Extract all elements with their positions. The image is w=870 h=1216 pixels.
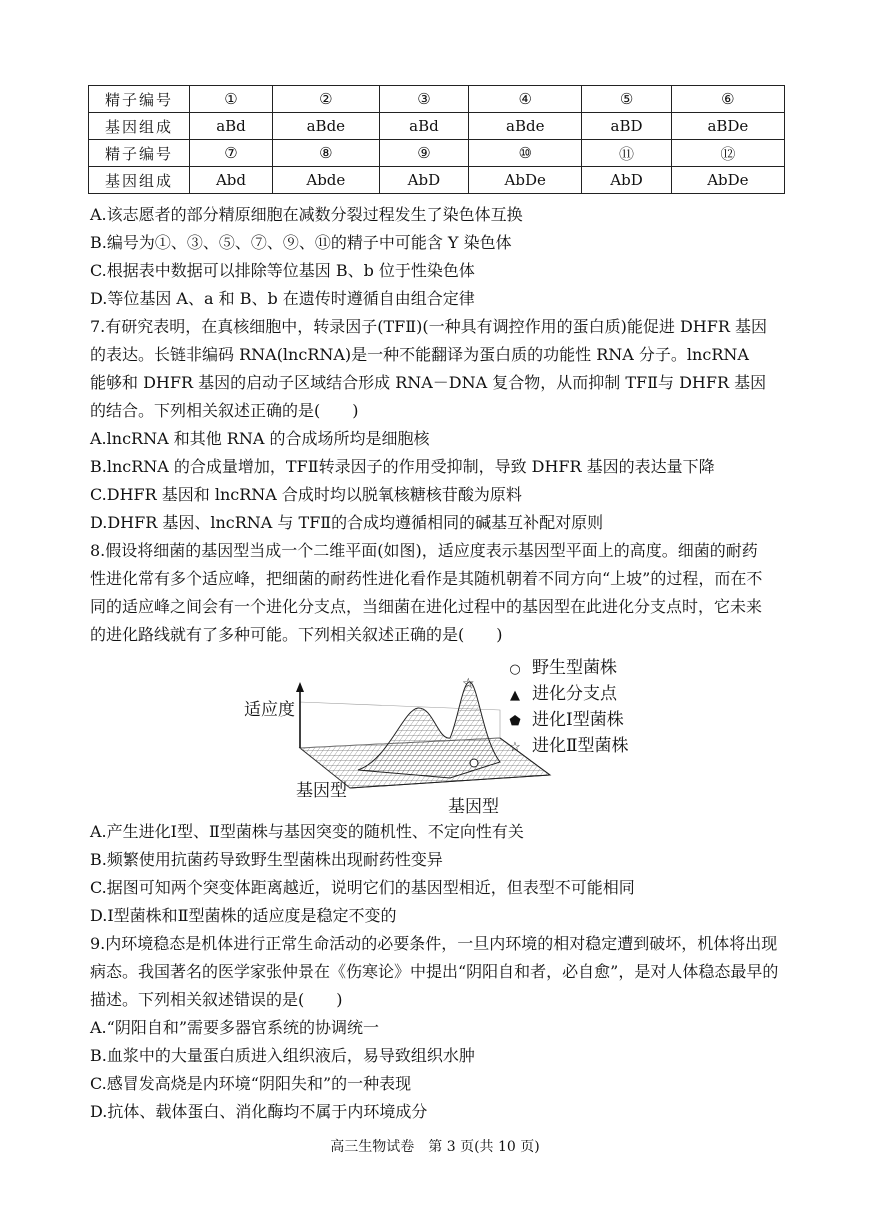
q8-option-c: C.据图可知两个突变体距离越近，说明它们的基因型相近，但表型不可能相同 — [90, 878, 635, 897]
table-cell: ② — [272, 86, 379, 113]
legend-item — [506, 731, 629, 756]
table-cell: Abd — [190, 167, 273, 194]
legend-label: 野生型菌株 — [532, 658, 617, 678]
table-cell: aBDe — [671, 113, 784, 140]
q9-option-a: A.“阴阳自和”需要多器官系统的协调统一 — [90, 1018, 380, 1037]
genotype-label-right: 基因型 — [448, 797, 499, 817]
table-row — [89, 167, 785, 194]
star-icon: ☆ — [462, 676, 475, 692]
table-cell: ① — [190, 86, 273, 113]
q9-option-b: B.血浆中的大量蛋白质进入组织液后，易导致组织水肿 — [90, 1046, 475, 1065]
q6-option-b: B.编号为①、③、⑤、⑦、⑨、⑪的精子中可能含 Y 染色体 — [90, 233, 512, 252]
q7-option-c: C.DHFR 基因和 lncRNA 合成时均以脱氧核糖核苷酸为原料 — [90, 485, 522, 504]
q8-option-d: D.Ⅰ型菌株和Ⅱ型菌株的适应度是稳定不变的 — [90, 906, 397, 925]
table-cell: AbD — [582, 167, 671, 194]
row-header: 精子编号 — [89, 140, 190, 167]
triangle-icon: ▲ — [510, 688, 520, 703]
q7-stem-line: 7.有研究表明，在真核细胞中，转录因子(TFⅡ)(一种具有调控作用的蛋白质)能促进 DHFR 基因 — [90, 317, 767, 336]
table-cell: AbD — [379, 167, 468, 194]
row-header: 基因组成 — [89, 167, 190, 194]
fitness-landscape-figure — [238, 650, 708, 815]
legend-label: 进化Ⅰ型菌株 — [532, 710, 624, 730]
table-row — [89, 86, 785, 113]
legend-item — [506, 679, 617, 704]
table-cell: aBde — [469, 113, 582, 140]
table-row — [89, 140, 785, 167]
table-cell: aBde — [272, 113, 379, 140]
table-row — [89, 113, 785, 140]
q8-option-b: B.频繁使用抗菌药导致野生型菌株出现耐药性变异 — [90, 850, 443, 869]
q9-stem-line: 病态。我国著名的医学家张仲景在《伤寒论》中提出“阴阳自和者，必自愈”，是对人体稳态最早的 — [90, 962, 779, 981]
legend-item — [506, 705, 624, 730]
legend-label: 进化Ⅱ型菌株 — [532, 736, 629, 756]
q7-option-d: D.DHFR 基因、lncRNA 与 TFⅡ的合成均遵循相同的碱基互补配对原则 — [90, 513, 604, 532]
q8-option-a: A.产生进化Ⅰ型、Ⅱ型菌株与基因突变的随机性、不定向性有关 — [90, 822, 524, 841]
table-cell: ⑥ — [671, 86, 784, 113]
table-cell: aBD — [582, 113, 671, 140]
q8-stem-line: 性进化常有多个适应峰，把细菌的耐药性进化看作是其随机朝着不同方向“上坡”的过程，而在不 — [90, 569, 763, 588]
wild-type-marker — [470, 759, 478, 767]
page-footer: 高三生物试卷 第 3 页(共 10 页) — [330, 1139, 540, 1155]
fitness-axis-arrow — [296, 682, 304, 692]
legend-item — [506, 653, 617, 678]
star-icon: ☆ — [509, 740, 521, 755]
table-cell: ⑪ — [582, 140, 671, 167]
pentagon-icon: ⬟ — [509, 714, 521, 729]
q7-stem-line: 能够和 DHFR 基因的启动子区域结合形成 RNA－DNA 复合物，从而抑制 TFⅡ与 DHFR 基因 — [90, 373, 767, 392]
genotype-label-left: 基因型 — [296, 781, 347, 801]
legend-label: 进化分支点 — [532, 684, 617, 704]
table-cell: aBd — [190, 113, 273, 140]
table-cell: ⑧ — [272, 140, 379, 167]
fitness-peaks — [358, 682, 500, 778]
table-cell: AbDe — [469, 167, 582, 194]
q9-option-d: D.抗体、载体蛋白、消化酶均不属于内环境成分 — [90, 1102, 428, 1121]
q7-stem-line: 的表达。长链非编码 RNA(lncRNA)是一种不能翻译为蛋白质的功能性 RNA 分子。lncRNA — [90, 345, 749, 364]
fitness-axis-label: 适应度 — [244, 700, 295, 720]
table-cell: ⑤ — [582, 86, 671, 113]
table-cell: ⑨ — [379, 140, 468, 167]
row-header: 基因组成 — [89, 113, 190, 140]
q7-stem-line: 的结合。下列相关叙述正确的是( ) — [90, 401, 359, 420]
table-cell: ⑫ — [671, 140, 784, 167]
table-cell: ③ — [379, 86, 468, 113]
q9-stem-line: 描述。下列相关叙述错误的是( ) — [90, 990, 343, 1009]
q6-option-a: A.该志愿者的部分精原细胞在减数分裂过程发生了染色体互换 — [90, 205, 523, 224]
table-cell: ⑩ — [469, 140, 582, 167]
q7-option-a: A.lncRNA 和其他 RNA 的合成场所均是细胞核 — [90, 429, 430, 448]
circle-icon: ○ — [509, 662, 521, 677]
table-cell: Abde — [272, 167, 379, 194]
q7-option-b: B.lncRNA 的合成量增加，TFⅡ转录因子的作用受抑制，导致 DHFR 基因的表达量下降 — [90, 457, 715, 476]
q6-option-c: C.根据表中数据可以排除等位基因 B、b 位于性染色体 — [90, 261, 475, 280]
q9-stem-line: 9.内环境稳态是机体进行正常生命活动的必要条件，一旦内环境的相对稳定遭到破坏，机体将出现 — [90, 934, 778, 953]
q8-stem-line: 的进化路线就有了多种可能。下列相关叙述正确的是( ) — [90, 625, 503, 644]
row-header: 精子编号 — [89, 86, 190, 113]
q8-stem-line: 8.假设将细菌的基因型当成一个二维平面(如图)，适应度表示基因型平面上的高度。细菌的耐药 — [90, 541, 758, 560]
table-cell: AbDe — [671, 167, 784, 194]
sperm-gene-table — [88, 85, 785, 194]
table-cell: ⑦ — [190, 140, 273, 167]
q6-option-d: D.等位基因 A、a 和 B、b 在遗传时遵循自由组合定律 — [90, 289, 475, 308]
q9-option-c: C.感冒发高烧是内环境“阴阳失和”的一种表现 — [90, 1074, 412, 1093]
table-cell: ④ — [469, 86, 582, 113]
q8-stem-line: 同的适应峰之间会有一个进化分支点，当细菌在进化过程中的基因型在此进化分支点时，它未来 — [90, 597, 763, 616]
table-cell: aBd — [379, 113, 468, 140]
